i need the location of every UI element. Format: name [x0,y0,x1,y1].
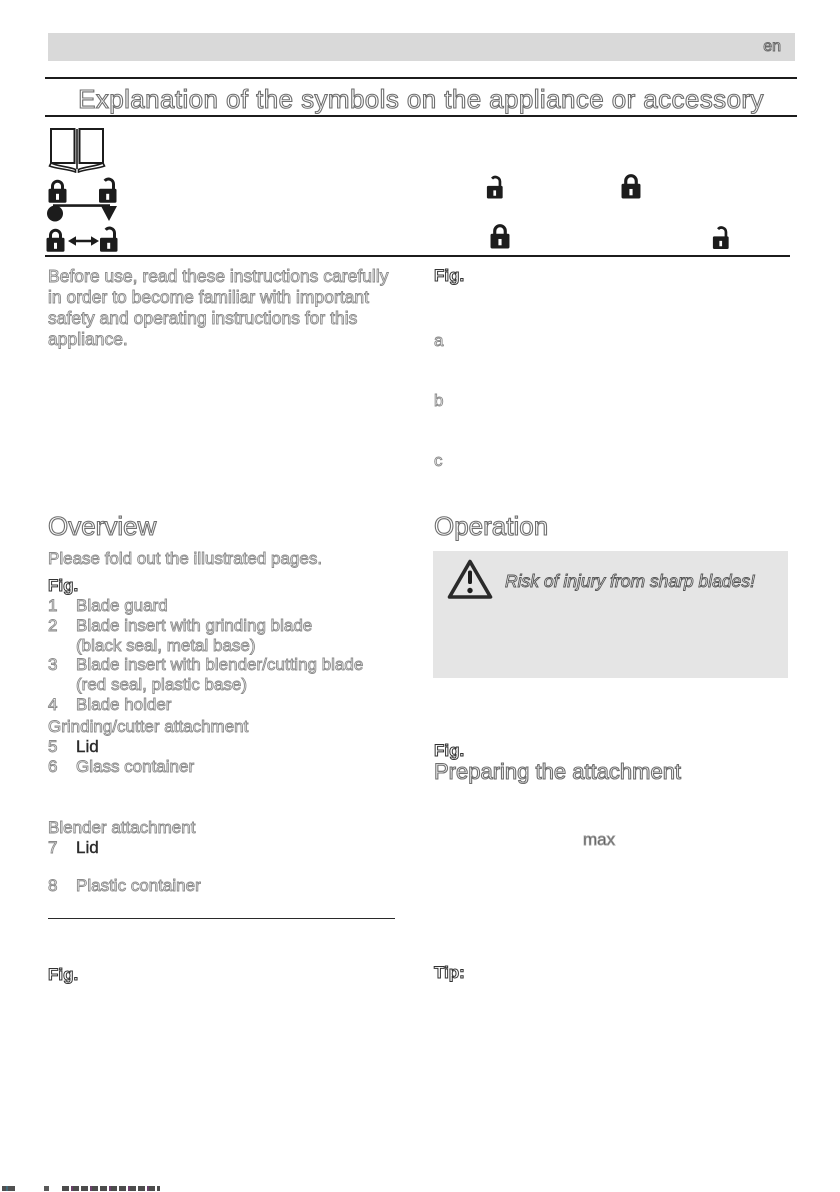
rotate-direction-icon [46,203,118,227]
item-text: Plastic container [76,876,201,896]
item-number: 1 [48,596,58,615]
item-number: 6 [48,756,58,776]
max-fill-marker: max [583,830,616,849]
language-header-bar [48,33,795,61]
list-item [48,876,413,896]
item-text: Blade insert with blender/cutting blade [76,655,364,675]
closed-lock-icon [490,221,510,255]
list-item-continuation [48,675,413,695]
footer-print-code-smudge [2,1186,15,1191]
closed-lock-icon [621,172,641,204]
divider [45,77,797,79]
item-text: (red seal, plastic base) [76,675,248,695]
intro-line: appliance. [48,329,128,349]
figure-label: Fig. [48,576,79,595]
group-heading-blender: Blender attachment [48,818,196,838]
item-number: 5 [48,736,58,756]
intro-paragraph [48,266,410,350]
item-text: (black seal, metal base) [76,635,256,655]
item-text: Blade holder [76,694,172,714]
list-item [48,596,413,616]
divider [45,255,790,257]
list-item [48,655,413,675]
list-item [48,616,413,636]
preparing-attachment-heading: Preparing the attachment [434,759,682,784]
list-letter-b: b [434,391,444,410]
item-number: 8 [48,876,58,896]
divider [48,918,395,919]
item-text: Blade guard [76,596,168,615]
warning-box [433,551,788,678]
closed-lock-icon [46,227,65,257]
item-number: 7 [48,838,58,858]
intro-line: in order to become familiar with important [48,287,369,307]
open-lock-icon [486,174,504,204]
list-item [48,737,413,757]
item-text: Glass container [76,756,195,776]
item-number: 4 [48,694,58,714]
divider [45,115,797,117]
item-text: Blade insert with grinding blade [76,615,313,635]
warning-text: Risk of injury from sharp blades! [505,571,755,591]
overview-lead: Please fold out the illustrated pages. [48,549,323,568]
list-item [48,757,413,777]
open-lock-icon [99,225,119,257]
figure-label: Fig. [434,741,465,760]
page-title: Explanation of the symbols on the appliance or accessory [78,84,764,114]
tip-label: Tip: [434,963,465,982]
footer-print-code-smudge [44,1186,49,1191]
item-number: 3 [48,655,58,675]
overview-heading: Overview [48,511,157,541]
open-lock-icon [712,224,730,255]
double-arrow-icon [68,234,99,253]
item-number-spacer [48,675,76,695]
item-number-spacer [48,636,76,656]
language-code: en [763,38,781,55]
intro-line: safety and operating instructions for this [48,308,358,328]
overview-section [48,512,413,985]
list-letter-c: c [434,451,443,470]
figure-label: Fig. [48,964,79,984]
operation-heading: Operation [434,511,549,541]
warning-triangle-icon [447,558,493,605]
list-letter-a: a [434,331,444,350]
list-item [48,838,413,858]
item-number: 2 [48,615,58,635]
group-heading-grinding: Grinding/cutter attachment [48,716,249,736]
figure-label: Fig. [434,266,465,285]
footer-print-code-smudge [62,1186,160,1191]
list-item-continuation [48,636,413,656]
list-item [48,695,413,715]
intro-line: Before use, read these instructions carefully [48,266,389,286]
open-book-icon [48,127,106,178]
item-text: Lid [76,838,99,858]
item-text: Lid [76,736,99,756]
